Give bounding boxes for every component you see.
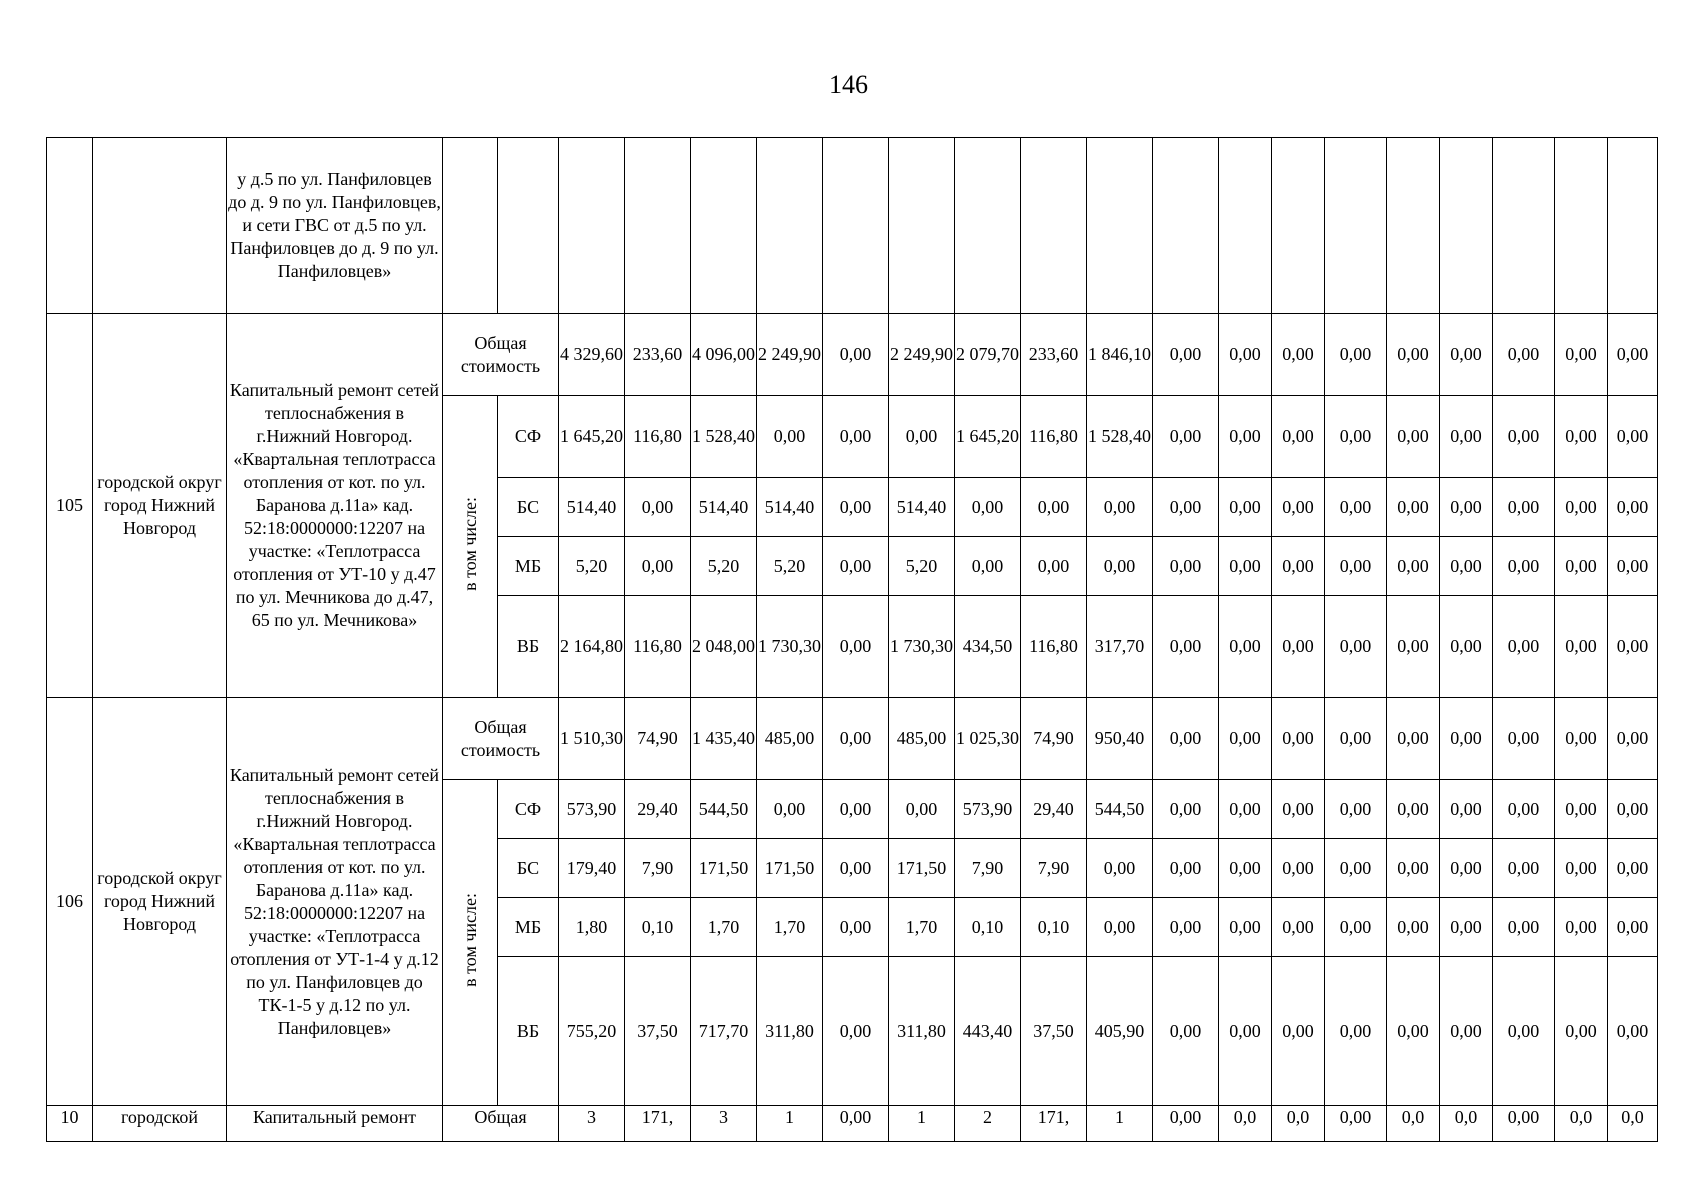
value-cell: 1 435,40 bbox=[691, 698, 757, 780]
value-cell: 0,00 bbox=[1153, 396, 1219, 478]
value-cell: 0,0 bbox=[1608, 1106, 1658, 1142]
value-cell: 0,00 bbox=[823, 898, 889, 957]
value-cell: 116,80 bbox=[1021, 396, 1087, 478]
value-cell: 514,40 bbox=[889, 478, 955, 537]
value-cell: 0,00 bbox=[1087, 898, 1153, 957]
in-tom-chisle-label bbox=[443, 780, 498, 1106]
value-cell: 74,90 bbox=[625, 698, 691, 780]
value-cell: 0,00 bbox=[1325, 957, 1387, 1106]
value-cell: 5,20 bbox=[889, 537, 955, 596]
value-cell: 0,00 bbox=[1440, 780, 1493, 839]
value-cell: 2 249,90 bbox=[757, 314, 823, 396]
value-cell: 179,40 bbox=[559, 839, 625, 898]
value-cell: 0,00 bbox=[823, 957, 889, 1106]
value-cell: 7,90 bbox=[625, 839, 691, 898]
value-cell: 0,00 bbox=[1087, 537, 1153, 596]
value-cell: 0,00 bbox=[1153, 537, 1219, 596]
value-cell: 0,00 bbox=[1608, 396, 1658, 478]
value-cell: 37,50 bbox=[1021, 957, 1087, 1106]
value-cell: 0,00 bbox=[1440, 396, 1493, 478]
total-cost-label: Общая стоимость bbox=[443, 314, 559, 396]
value-cell: 0,00 bbox=[1493, 839, 1555, 898]
label-cell bbox=[443, 138, 498, 314]
value-cell bbox=[559, 138, 625, 314]
table-body bbox=[47, 138, 1658, 1142]
value-cell: 0,00 bbox=[823, 537, 889, 596]
value-cell: 405,90 bbox=[1087, 957, 1153, 1106]
value-cell bbox=[757, 138, 823, 314]
value-cell: 0,00 bbox=[1387, 957, 1440, 1106]
value-cell: 0,00 bbox=[1325, 898, 1387, 957]
entry-municipality: городской округ город Нижний Новгород bbox=[93, 698, 227, 1106]
value-cell: 0,00 bbox=[823, 780, 889, 839]
value-cell: 0,00 bbox=[1272, 780, 1325, 839]
total-cost-label: Общая bbox=[443, 1106, 559, 1142]
value-cell: 0,00 bbox=[1219, 957, 1272, 1106]
value-cell bbox=[889, 138, 955, 314]
value-cell: 0,10 bbox=[955, 898, 1021, 957]
value-cell: 0,00 bbox=[1493, 314, 1555, 396]
value-cell: 0,00 bbox=[1440, 478, 1493, 537]
value-cell: 950,40 bbox=[1087, 698, 1153, 780]
value-cell: 0,00 bbox=[1325, 698, 1387, 780]
value-cell: 171,50 bbox=[691, 839, 757, 898]
value-cell: 443,40 bbox=[955, 957, 1021, 1106]
value-cell: 29,40 bbox=[1021, 780, 1087, 839]
value-cell: 233,60 bbox=[625, 314, 691, 396]
value-cell bbox=[1387, 138, 1440, 314]
value-cell: 0,00 bbox=[823, 698, 889, 780]
value-cell: 0,00 bbox=[1555, 698, 1608, 780]
value-cell: 485,00 bbox=[757, 698, 823, 780]
value-cell: 514,40 bbox=[691, 478, 757, 537]
value-cell: 0,00 bbox=[823, 478, 889, 537]
value-cell: 0,00 bbox=[1493, 537, 1555, 596]
value-cell: 0,00 bbox=[1219, 839, 1272, 898]
value-cell: 0,00 bbox=[1387, 314, 1440, 396]
value-cell: 1 528,40 bbox=[691, 396, 757, 478]
value-cell: 0,00 bbox=[1493, 698, 1555, 780]
value-cell: 0,00 bbox=[1608, 898, 1658, 957]
value-cell: 1 645,20 bbox=[559, 396, 625, 478]
value-cell: 0,00 bbox=[889, 396, 955, 478]
value-cell: 7,90 bbox=[1021, 839, 1087, 898]
value-cell: 0,00 bbox=[1272, 957, 1325, 1106]
value-cell bbox=[1087, 138, 1153, 314]
value-cell: 0,00 bbox=[1153, 780, 1219, 839]
value-cell: 7,90 bbox=[955, 839, 1021, 898]
value-cell: 0,00 bbox=[1440, 698, 1493, 780]
value-cell: 1,80 bbox=[559, 898, 625, 957]
value-cell: 0,00 bbox=[1272, 898, 1325, 957]
page-number: 146 bbox=[829, 70, 868, 99]
value-cell: 0,00 bbox=[1555, 957, 1608, 1106]
value-cell: 2 164,80 bbox=[559, 596, 625, 698]
value-cell: 0,00 bbox=[1608, 957, 1658, 1106]
value-cell: 1 bbox=[1087, 1106, 1153, 1142]
value-cell: 544,50 bbox=[691, 780, 757, 839]
value-cell: 5,20 bbox=[691, 537, 757, 596]
value-cell: 0,00 bbox=[1272, 537, 1325, 596]
budget-table bbox=[46, 137, 1658, 1142]
funding-source-label: БС bbox=[498, 478, 559, 537]
value-cell: 29,40 bbox=[625, 780, 691, 839]
value-cell: 0,00 bbox=[1272, 839, 1325, 898]
value-cell: 0,00 bbox=[955, 478, 1021, 537]
value-cell: 0,00 bbox=[1555, 537, 1608, 596]
value-cell bbox=[1325, 138, 1387, 314]
value-cell: 0,00 bbox=[1555, 839, 1608, 898]
funding-source-label: МБ bbox=[498, 898, 559, 957]
value-cell: 0,00 bbox=[1153, 698, 1219, 780]
value-cell bbox=[625, 138, 691, 314]
value-cell: 0,00 bbox=[1493, 478, 1555, 537]
value-cell: 0,00 bbox=[1440, 314, 1493, 396]
value-cell: 0,00 bbox=[889, 780, 955, 839]
value-cell: 0,00 bbox=[757, 780, 823, 839]
description-cell: у д.5 по ул. Панфиловцев до д. 9 по ул. Панфиловцев, и сети ГВС от д.5 по ул. Панфиловцев до д. 9 по ул. Панфиловцев» bbox=[227, 138, 443, 314]
value-cell: 0,00 bbox=[823, 596, 889, 698]
entry-number: 105 bbox=[47, 314, 93, 698]
value-cell: 0,0 bbox=[1387, 1106, 1440, 1142]
value-cell: 0,0 bbox=[1555, 1106, 1608, 1142]
value-cell: 755,20 bbox=[559, 957, 625, 1106]
value-cell: 74,90 bbox=[1021, 698, 1087, 780]
in-tom-chisle-text: в том числе: bbox=[459, 496, 480, 591]
value-cell bbox=[1555, 138, 1608, 314]
value-cell bbox=[1272, 138, 1325, 314]
value-cell: 0,00 bbox=[1325, 780, 1387, 839]
value-cell: 0,00 bbox=[1153, 957, 1219, 1106]
value-cell: 0,00 bbox=[625, 537, 691, 596]
entry-total-row bbox=[47, 314, 1658, 396]
value-cell: 0,00 bbox=[1087, 478, 1153, 537]
continuation-row bbox=[47, 138, 1658, 314]
value-cell: 0,00 bbox=[1493, 898, 1555, 957]
value-cell: 0,00 bbox=[1493, 957, 1555, 1106]
entry-municipality: городской округ город Нижний Новгород bbox=[93, 314, 227, 698]
entry-description: Капитальный ремонт сетей теплоснабжения в г.Нижний Новгород. «Квартальная теплотрасса отопления от кот. по ул. Баранова д.11а» кад. 52:18:0000000:12207 на участке: «Теплотрасса отопления от УТ-1-4 у д.12 по ул. Панфиловцев до ТК-1-5 у д.12 по ул. Панфиловцев» bbox=[227, 698, 443, 1106]
value-cell: 573,90 bbox=[559, 780, 625, 839]
value-cell: 0,00 bbox=[1153, 596, 1219, 698]
value-cell bbox=[1153, 138, 1219, 314]
value-cell: 0,00 bbox=[1387, 839, 1440, 898]
value-cell: 4 329,60 bbox=[559, 314, 625, 396]
value-cell: 0,00 bbox=[1272, 396, 1325, 478]
value-cell bbox=[691, 138, 757, 314]
entry-number: 10 bbox=[47, 1106, 93, 1142]
value-cell: 0,00 bbox=[955, 537, 1021, 596]
funding-source-label: МБ bbox=[498, 537, 559, 596]
value-cell: 0,00 bbox=[1219, 898, 1272, 957]
value-cell bbox=[955, 138, 1021, 314]
value-cell: 2 048,00 bbox=[691, 596, 757, 698]
value-cell: 0,00 bbox=[1555, 478, 1608, 537]
funding-source-label: ВБ bbox=[498, 596, 559, 698]
value-cell: 116,80 bbox=[625, 596, 691, 698]
value-cell: 0,00 bbox=[1219, 596, 1272, 698]
value-cell: 0,00 bbox=[1555, 314, 1608, 396]
value-cell: 171, bbox=[1021, 1106, 1087, 1142]
value-cell: 0,00 bbox=[1272, 698, 1325, 780]
value-cell: 2 079,70 bbox=[955, 314, 1021, 396]
value-cell: 1 510,30 bbox=[559, 698, 625, 780]
value-cell: 0,00 bbox=[1153, 478, 1219, 537]
value-cell: 0,00 bbox=[1272, 314, 1325, 396]
value-cell: 0,00 bbox=[1608, 537, 1658, 596]
value-cell: 0,00 bbox=[823, 1106, 889, 1142]
funding-source-label: СФ bbox=[498, 780, 559, 839]
value-cell: 1,70 bbox=[691, 898, 757, 957]
value-cell: 0,00 bbox=[1555, 780, 1608, 839]
value-cell: 0,00 bbox=[1608, 780, 1658, 839]
value-cell: 0,00 bbox=[757, 396, 823, 478]
value-cell: 0,10 bbox=[1021, 898, 1087, 957]
label-cell bbox=[498, 138, 559, 314]
entry-municipality: городской bbox=[93, 1106, 227, 1142]
value-cell: 717,70 bbox=[691, 957, 757, 1106]
funding-source-label: СФ bbox=[498, 396, 559, 478]
value-cell: 317,70 bbox=[1087, 596, 1153, 698]
value-cell: 485,00 bbox=[889, 698, 955, 780]
value-cell: 0,00 bbox=[1219, 780, 1272, 839]
value-cell: 0,00 bbox=[1325, 537, 1387, 596]
value-cell: 0,00 bbox=[1608, 698, 1658, 780]
total-cost-label: Общая стоимость bbox=[443, 698, 559, 780]
value-cell: 0,00 bbox=[1387, 537, 1440, 596]
funding-source-label: БС bbox=[498, 839, 559, 898]
value-cell: 116,80 bbox=[1021, 596, 1087, 698]
value-cell: 5,20 bbox=[757, 537, 823, 596]
value-cell: 0,00 bbox=[1153, 314, 1219, 396]
value-cell: 0,00 bbox=[1272, 596, 1325, 698]
value-cell: 1,70 bbox=[757, 898, 823, 957]
value-cell: 0,00 bbox=[1440, 596, 1493, 698]
value-cell bbox=[1493, 138, 1555, 314]
value-cell: 3 bbox=[691, 1106, 757, 1142]
partial-bottom-row bbox=[47, 1106, 1658, 1142]
value-cell: 0,00 bbox=[1608, 596, 1658, 698]
value-cell: 0,00 bbox=[1021, 478, 1087, 537]
value-cell bbox=[1021, 138, 1087, 314]
value-cell: 0,00 bbox=[1021, 537, 1087, 596]
value-cell: 514,40 bbox=[559, 478, 625, 537]
value-cell: 0,00 bbox=[1325, 1106, 1387, 1142]
value-cell: 311,80 bbox=[889, 957, 955, 1106]
value-cell: 0,00 bbox=[823, 314, 889, 396]
value-cell: 0,00 bbox=[1440, 898, 1493, 957]
value-cell: 311,80 bbox=[757, 957, 823, 1106]
value-cell: 0,00 bbox=[1219, 698, 1272, 780]
value-cell: 171,50 bbox=[889, 839, 955, 898]
value-cell: 0,00 bbox=[1219, 537, 1272, 596]
value-cell: 1 846,10 bbox=[1087, 314, 1153, 396]
value-cell: 0,00 bbox=[1387, 478, 1440, 537]
in-tom-chisle-text: в том числе: bbox=[459, 892, 480, 987]
value-cell: 233,60 bbox=[1021, 314, 1087, 396]
value-cell: 116,80 bbox=[625, 396, 691, 478]
value-cell: 171,50 bbox=[757, 839, 823, 898]
value-cell: 1 025,30 bbox=[955, 698, 1021, 780]
value-cell: 0,00 bbox=[1608, 314, 1658, 396]
value-cell: 0,00 bbox=[1087, 839, 1153, 898]
value-cell: 0,00 bbox=[1440, 537, 1493, 596]
value-cell: 573,90 bbox=[955, 780, 1021, 839]
value-cell: 0,00 bbox=[823, 839, 889, 898]
value-cell: 0,00 bbox=[1493, 780, 1555, 839]
value-cell: 1 bbox=[889, 1106, 955, 1142]
value-cell: 0,10 bbox=[625, 898, 691, 957]
value-cell: 1 bbox=[757, 1106, 823, 1142]
value-cell: 0,00 bbox=[1325, 839, 1387, 898]
value-cell: 0,00 bbox=[1387, 698, 1440, 780]
value-cell: 0,0 bbox=[1440, 1106, 1493, 1142]
value-cell: 0,00 bbox=[1387, 780, 1440, 839]
value-cell: 0,00 bbox=[1153, 898, 1219, 957]
value-cell: 0,0 bbox=[1272, 1106, 1325, 1142]
value-cell: 1 528,40 bbox=[1087, 396, 1153, 478]
value-cell: 0,00 bbox=[1440, 957, 1493, 1106]
value-cell: 0,00 bbox=[1219, 478, 1272, 537]
value-cell: 0,00 bbox=[625, 478, 691, 537]
value-cell: 0,00 bbox=[1219, 396, 1272, 478]
entry-description: Капитальный ремонт bbox=[227, 1106, 443, 1142]
value-cell: 3 bbox=[559, 1106, 625, 1142]
value-cell: 0,00 bbox=[1608, 478, 1658, 537]
value-cell: 0,00 bbox=[1219, 314, 1272, 396]
municipality-cell bbox=[93, 138, 227, 314]
value-cell: 2 bbox=[955, 1106, 1021, 1142]
funding-source-label: ВБ bbox=[498, 957, 559, 1106]
value-cell: 4 096,00 bbox=[691, 314, 757, 396]
entry-description: Капитальный ремонт сетей теплоснабжения в г.Нижний Новгород. «Квартальная теплотрасса отопления от кот. по ул. Баранова д.11а» кад. 52:18:0000000:12207 на участке: «Теплотрасса отопления от УТ-10 у д.47 по ул. Мечникова до д.47, 65 по ул. Мечникова» bbox=[227, 314, 443, 698]
value-cell: 0,00 bbox=[1493, 1106, 1555, 1142]
value-cell: 544,50 bbox=[1087, 780, 1153, 839]
value-cell: 0,00 bbox=[1272, 478, 1325, 537]
value-cell: 0,00 bbox=[1493, 396, 1555, 478]
value-cell bbox=[1440, 138, 1493, 314]
entry-total-row bbox=[47, 698, 1658, 780]
value-cell: 1 730,30 bbox=[889, 596, 955, 698]
value-cell: 0,00 bbox=[1555, 396, 1608, 478]
value-cell bbox=[1608, 138, 1658, 314]
value-cell: 514,40 bbox=[757, 478, 823, 537]
value-cell: 0,00 bbox=[1608, 839, 1658, 898]
value-cell: 0,00 bbox=[1325, 314, 1387, 396]
value-cell: 0,00 bbox=[1387, 898, 1440, 957]
value-cell: 0,00 bbox=[1440, 839, 1493, 898]
entry-number: 106 bbox=[47, 698, 93, 1106]
value-cell bbox=[823, 138, 889, 314]
value-cell: 0,00 bbox=[1387, 596, 1440, 698]
value-cell: 5,20 bbox=[559, 537, 625, 596]
in-tom-chisle-label bbox=[443, 396, 498, 698]
value-cell: 37,50 bbox=[625, 957, 691, 1106]
value-cell: 434,50 bbox=[955, 596, 1021, 698]
value-cell bbox=[1219, 138, 1272, 314]
value-cell: 0,00 bbox=[1555, 898, 1608, 957]
value-cell: 0,00 bbox=[1493, 596, 1555, 698]
value-cell: 0,00 bbox=[1153, 1106, 1219, 1142]
value-cell: 0,00 bbox=[1325, 596, 1387, 698]
value-cell: 0,00 bbox=[1555, 596, 1608, 698]
value-cell: 0,00 bbox=[823, 396, 889, 478]
value-cell: 1,70 bbox=[889, 898, 955, 957]
value-cell: 0,00 bbox=[1325, 478, 1387, 537]
value-cell: 0,00 bbox=[1325, 396, 1387, 478]
number-cell bbox=[47, 138, 93, 314]
value-cell: 0,00 bbox=[1153, 839, 1219, 898]
value-cell: 1 645,20 bbox=[955, 396, 1021, 478]
value-cell: 1 730,30 bbox=[757, 596, 823, 698]
value-cell: 2 249,90 bbox=[889, 314, 955, 396]
value-cell: 0,0 bbox=[1219, 1106, 1272, 1142]
value-cell: 0,00 bbox=[1387, 396, 1440, 478]
value-cell: 171, bbox=[625, 1106, 691, 1142]
